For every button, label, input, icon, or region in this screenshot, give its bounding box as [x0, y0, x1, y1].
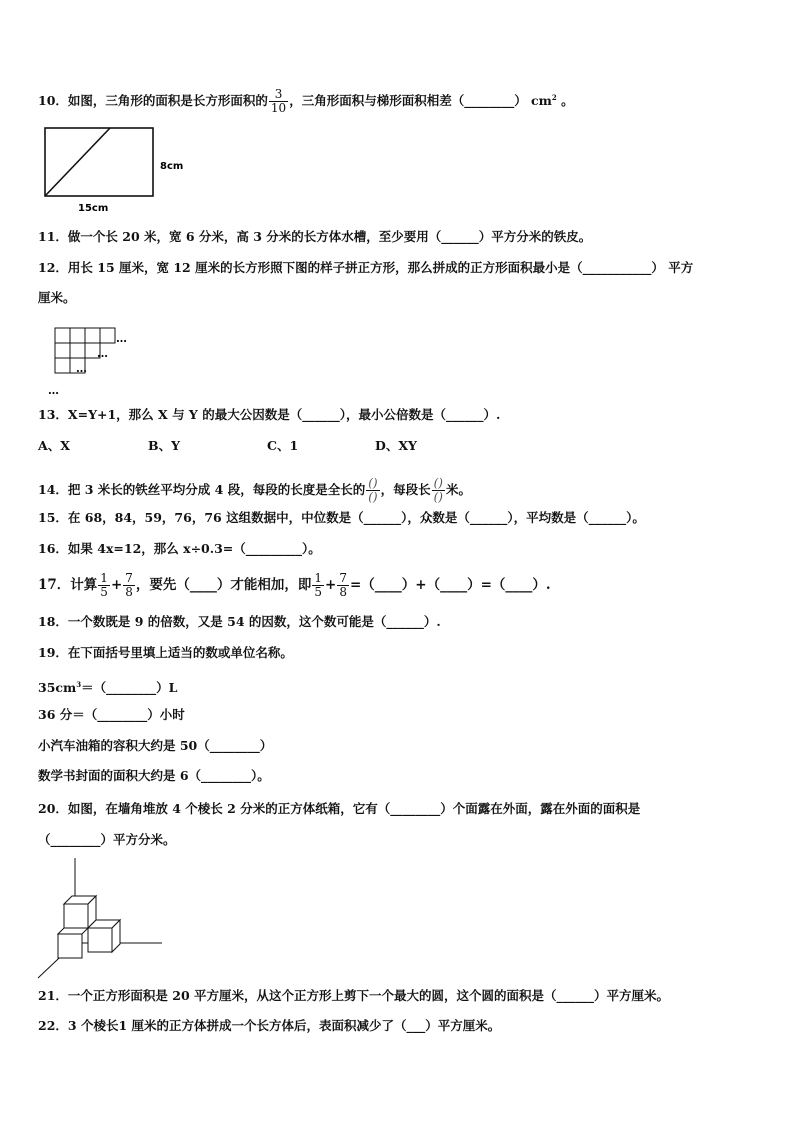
question-11: 11．做一个长 20 米，宽 6 分米，高 3 分米的长方体水槽，至少要用（______）平方分米的铁皮。 [38, 229, 592, 244]
question-17: 17．计算 $\frac{1}{5}$ + $\frac{7}{8}$ ，要先（____）才能相加，即 $\frac{1}{5}$ + $\frac{7}{8}$ =（____）+（____）=（____）. [38, 571, 551, 599]
ellipsis-4: … [48, 384, 59, 397]
question-19-b: 36 分＝（________）小时 [38, 707, 185, 722]
fraction-3-10: $\frac{3}{10}$ [270, 87, 287, 115]
diagonal-line [45, 128, 110, 196]
question-22: 22．3 个棱长1 厘米的正方体拼成一个长方体后，表面积减少了（___）平方厘米。 [38, 1018, 501, 1033]
option-a: A、X [38, 438, 70, 453]
ellipsis-1: … [116, 332, 127, 345]
question-19: 19．在下面括号里填上适当的数或单位名称。 [38, 645, 293, 660]
question-12-line2: 厘米。 [38, 290, 76, 305]
question-13-options [38, 438, 538, 454]
fraction-1-5-b: $\frac{1}{5}$ [314, 571, 323, 599]
q10-text-post: ，三角形面积与梯形面积相差（________） cm [289, 93, 552, 108]
question-10: 10．如图，三角形的面积是长方形面积的 $\frac{3}{10}$ ，三角形面积与梯形面积相差（________） $cm^2$ 。 [38, 87, 574, 115]
question-15: 15．在 68，84，59，76，76 这组数据中，中位数是（______），众数是（______），平均数是（______）。 [38, 510, 645, 525]
question-20-line2: （________）平方分米。 [38, 832, 176, 847]
question-19-d: 数学书封面的面积大约是 6（________）。 [38, 768, 270, 783]
ellipsis-3: … [76, 362, 87, 375]
fraction-7-8: $\frac{7}{8}$ [125, 571, 133, 599]
rectangle-figure [40, 125, 200, 215]
ellipsis-2: … [97, 347, 108, 360]
option-d: D、XY [375, 438, 417, 453]
question-16: 16．如果 4x=12，那么 x÷0.3=（_________）。 [38, 541, 321, 556]
blank-fraction-1: $\frac{()}{()}$ [368, 476, 378, 504]
fraction-7-8-b: $\frac{7}{8}$ [339, 571, 347, 599]
question-19-a: $35cm^3=(\_\_\_\_\_\_\_\_)L$ [38, 680, 178, 696]
question-12-line1: 12．用长 15 厘米，宽 12 厘米的长方形照下图的样子拼正方形，那么拼成的正方形面积最小是（___________） 平方 [38, 260, 694, 275]
rectangle-outline [45, 128, 153, 196]
option-c: C、1 [267, 438, 299, 453]
height-label: 8cm [160, 161, 184, 172]
blank-fraction-2: $\frac{()}{()}$ [433, 476, 443, 504]
question-13: 13．X=Y+1，那么 X 与 Y 的最大公因数是（______），最小公倍数是（______）. [38, 407, 501, 422]
question-19-c: 小汽车油箱的容积大约是 50（________） [38, 738, 273, 753]
question-20-line1: 20．如图，在墙角堆放 4 个棱长 2 分米的正方体纸箱，它有（________）个面露在外面，露在外面的面积是 [38, 801, 641, 816]
width-label: 15cm [78, 203, 109, 214]
question-14: 14．把 3 米长的铁丝平均分成 4 段，每段的长度是全长的 $\frac{()}{()}$ ，每段长 $\frac{()}{()}$ 米。 [38, 476, 471, 504]
option-b: B、Y [148, 438, 180, 453]
fraction-1-5: $\frac{1}{5}$ [100, 571, 108, 599]
question-21: 21．一个正方形面积是 20 平方厘米，从这个正方形上剪下一个最大的圆，这个圆的面积是（______）平方厘米。 [38, 988, 669, 1003]
square-tiling-figure [40, 322, 150, 397]
q10-text-pre: 10．如图，三角形的面积是长方形面积的 [38, 93, 268, 108]
stacked-cubes-figure [34, 854, 169, 984]
question-18: 18．一个数既是 9 的倍数，又是 54 的因数，这个数可能是（______）. [38, 614, 441, 629]
